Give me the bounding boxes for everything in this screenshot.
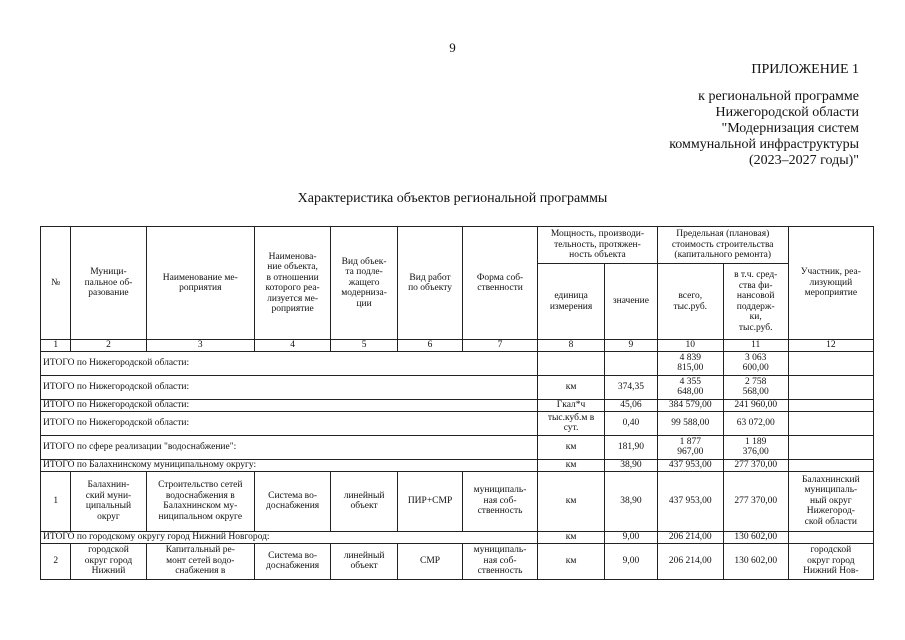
cell-participant: Балахнинский муниципаль- ный округ Нижегород- ской области	[788, 471, 873, 531]
total-value: 374,35	[605, 375, 658, 399]
header-participant: Участник, реа- лизующий мероприятие	[788, 227, 873, 340]
page-number: 9	[449, 40, 456, 55]
total-unit: км	[538, 435, 605, 459]
total-participant	[788, 399, 873, 411]
header-ownership: Форма соб- ственности	[463, 227, 538, 340]
total-cost: 4 355 648,00	[657, 375, 723, 399]
header-no: №	[41, 227, 71, 340]
total-value: 45,06	[605, 399, 658, 411]
total-row	[41, 459, 874, 471]
total-label: ИТОГО по сфере реализации "водоснабжение":	[41, 435, 538, 459]
table-row	[41, 543, 874, 579]
total-unit	[538, 351, 605, 375]
header-row	[41, 227, 874, 264]
cell-cost-financial: 277 370,00	[723, 471, 788, 531]
cell-municipality: Балахнин- ский муни- ципальный округ	[71, 471, 146, 531]
total-participant	[788, 435, 873, 459]
column-number: 10	[657, 340, 723, 352]
cell-cost-total: 437 953,00	[657, 471, 723, 531]
column-number: 9	[605, 340, 658, 352]
table-row	[41, 471, 874, 531]
header-municipality: Муници- пальное об- разование	[71, 227, 146, 340]
total-label: ИТОГО по Нижегородской области:	[41, 411, 538, 435]
total-label: ИТОГО по Нижегородской области:	[41, 351, 538, 375]
appendix-subtitle	[669, 89, 859, 169]
cell-work-type: СМР	[398, 543, 463, 579]
total-participant	[788, 411, 873, 435]
appendix-line: коммунальной инфраструктуры	[669, 137, 859, 152]
cell-event-name: Строительство сетей водоснабжения в Балахнинском му- ниципальном округе	[146, 471, 255, 531]
total-row	[41, 435, 874, 459]
column-number: 4	[255, 340, 331, 352]
appendix-line: "Модернизация систем	[721, 121, 859, 136]
header-unit: единица измерения	[538, 264, 605, 340]
total-label: ИТОГО по Нижегородской области:	[41, 399, 538, 411]
cell-no: 2	[41, 543, 71, 579]
total-value	[605, 351, 658, 375]
column-number: 7	[463, 340, 538, 352]
column-number-row	[41, 340, 874, 352]
cell-value: 9,00	[605, 543, 658, 579]
appendix-line: (2023–2027 годы)"	[748, 153, 859, 168]
total-label: ИТОГО по Нижегородской области:	[41, 375, 538, 399]
total-financial: 2 758 568,00	[723, 375, 788, 399]
appendix-title: ПРИЛОЖЕНИЕ 1	[751, 62, 859, 77]
header-cost-financial: в т.ч. сред- ства фи- нансовой поддерж- ки, тыс.руб.	[723, 264, 788, 340]
column-number: 1	[41, 340, 71, 352]
total-unit: Гкал*ч	[538, 399, 605, 411]
appendix-line: Нижегородской области	[715, 105, 859, 120]
total-financial: 130 602,00	[723, 531, 788, 543]
column-number: 6	[398, 340, 463, 352]
header-cost-group: Предельная (плановая) стоимость строительства (капитального ремонта)	[657, 227, 788, 264]
header-cost-total: всего, тыс.руб.	[657, 264, 723, 340]
total-financial: 63 072,00	[723, 411, 788, 435]
table-title: Характеристика объектов региональной программы	[297, 191, 608, 206]
total-participant	[788, 351, 873, 375]
header-work-type: Вид работ по объекту	[398, 227, 463, 340]
column-number: 2	[71, 340, 146, 352]
total-unit: тыс.куб.м в сут.	[538, 411, 605, 435]
total-financial: 1 189 376,00	[723, 435, 788, 459]
header-value: значение	[605, 264, 658, 340]
total-cost: 1 877 967,00	[657, 435, 723, 459]
total-unit: км	[538, 375, 605, 399]
total-participant	[788, 531, 873, 543]
header-event-name: Наименование ме- роприятия	[146, 227, 255, 340]
cell-object-name: Система во- доснабжения	[255, 543, 331, 579]
cell-unit: км	[538, 543, 605, 579]
total-financial: 277 370,00	[723, 459, 788, 471]
cell-cost-total: 206 214,00	[657, 543, 723, 579]
total-label: ИТОГО по городскому округу город Нижний Новгород:	[41, 531, 538, 543]
cell-event-name: Капитальный ре- монт сетей водо- снабжения в	[146, 543, 255, 579]
cell-unit: км	[538, 471, 605, 531]
cell-cost-financial: 130 602,00	[723, 543, 788, 579]
total-financial: 241 960,00	[723, 399, 788, 411]
total-cost: 206 214,00	[657, 531, 723, 543]
cell-work-type: ПИР+СМР	[398, 471, 463, 531]
column-number: 11	[723, 340, 788, 352]
cell-object-type: линейный объект	[331, 543, 398, 579]
cell-value: 38,90	[605, 471, 658, 531]
total-cost: 4 839 815,00	[657, 351, 723, 375]
cell-participant: городской округ город Нижний Нов-	[788, 543, 873, 579]
total-unit: км	[538, 459, 605, 471]
total-participant	[788, 375, 873, 399]
total-label: ИТОГО по Балахнинскому муниципальному округу:	[41, 459, 538, 471]
total-row	[41, 351, 874, 375]
total-financial: 3 063 600,00	[723, 351, 788, 375]
total-cost: 99 588,00	[657, 411, 723, 435]
cell-ownership: муниципаль- ная соб- ственность	[463, 543, 538, 579]
total-row	[41, 531, 874, 543]
header-object-name: Наименова- ние объекта, в отношении которого реа- лизуется ме- роприятие	[255, 227, 331, 340]
column-number: 3	[146, 340, 255, 352]
column-number: 12	[788, 340, 873, 352]
total-value: 38,90	[605, 459, 658, 471]
cell-municipality: городской округ город Нижний	[71, 543, 146, 579]
total-participant	[788, 459, 873, 471]
total-row	[41, 399, 874, 411]
total-row	[41, 375, 874, 399]
column-number: 5	[331, 340, 398, 352]
total-value: 181,90	[605, 435, 658, 459]
cell-object-name: Система во- доснабжения	[255, 471, 331, 531]
total-value: 9,00	[605, 531, 658, 543]
cell-ownership: муниципаль- ная соб- ственность	[463, 471, 538, 531]
total-unit: км	[538, 531, 605, 543]
total-value: 0,40	[605, 411, 658, 435]
total-row	[41, 411, 874, 435]
cell-object-type: линейный объект	[331, 471, 398, 531]
total-cost: 384 579,00	[657, 399, 723, 411]
column-number: 8	[538, 340, 605, 352]
total-cost: 437 953,00	[657, 459, 723, 471]
objects-table	[40, 226, 874, 580]
header-object-type: Вид объек- та подле- жащего модерниза- ции	[331, 227, 398, 340]
appendix-line: к региональной программе	[698, 89, 859, 104]
cell-no: 1	[41, 471, 71, 531]
header-capacity-group: Мощность, производи- тельность, протяжен- ность объекта	[538, 227, 658, 264]
